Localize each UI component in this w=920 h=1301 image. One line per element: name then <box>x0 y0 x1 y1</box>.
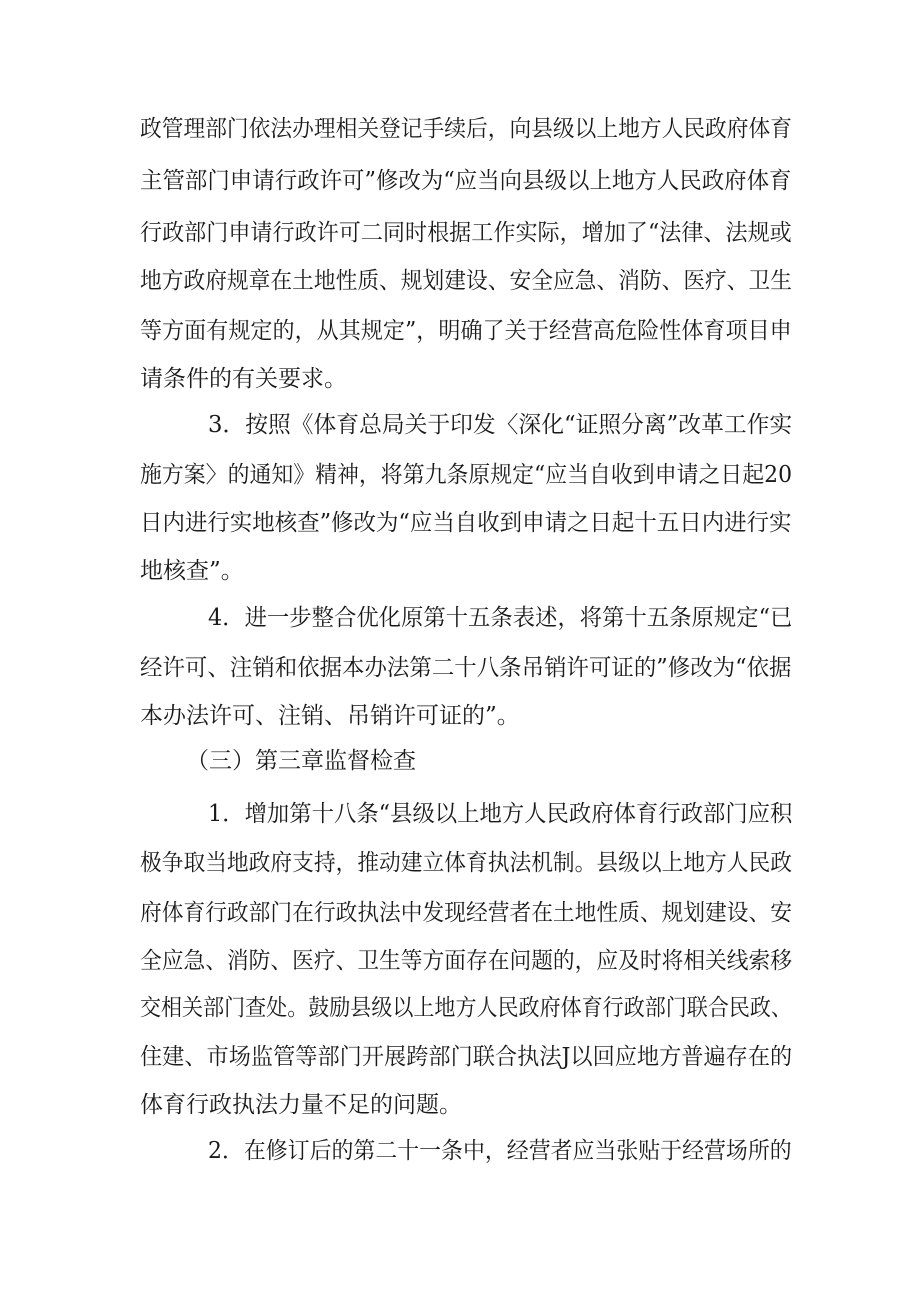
paragraph-line: 日内进行实地核查”修改为“应当自收到申请之日起十五日内进行实 <box>140 510 792 536</box>
paragraph-line: 全应急、消防、医疗、卫生等方面存在问题的，应及时将相关线索移 <box>140 948 792 974</box>
paragraph-line: 经许可、注销和依据本办法第二十八条吊销许可证的”修改为“依据 <box>140 655 792 681</box>
paragraph-line: 府体育行政部门在行政执法中发现经营者在土地性质、规划建设、安 <box>140 900 792 926</box>
paragraph-line: 本办法许可、注销、吊销许可证的”。 <box>140 703 520 729</box>
paragraph-line: 极争取当地政府支持，推动建立体育执法机制。县级以上地方人民政 <box>140 850 792 876</box>
paragraph-line: 住建、市场监管等部门开展跨部门联合执法J以回应地方普遍存在的 <box>140 1044 793 1070</box>
paragraph-line: 政管理部门依法办理相关登记手续后，向县级以上地方人民政府体育 <box>140 116 792 142</box>
paragraph-line: 体育行政执法力量不足的问题。 <box>140 1092 462 1118</box>
numbered-item-4: 4．进一步整合优化原第十五条表述，将第十五条原规定“已 <box>208 605 793 631</box>
paragraph-line: 请条件的有关要求。 <box>140 366 347 392</box>
numbered-item-3: 3．按照《体育总局关于印发〈深化“证照分离”改革工作实 <box>208 412 793 438</box>
paragraph-line: 地核查”。 <box>140 558 244 584</box>
numbered-item-1: 1．增加第十八条“县级以上地方人民政府体育行政部门应积 <box>208 801 793 827</box>
paragraph-line: 主管部门申请行政许可”修改为“应当向县级以上地方人民政府体育 <box>140 168 792 194</box>
section-heading: （三）第三章监督检查 <box>186 748 416 774</box>
paragraph-line: 施方案〉的通知》精神，将第九条原规定“应当自收到申请之日起20 <box>140 462 793 488</box>
paragraph-line: 行政部门申请行政许可二同时根据工作实际，增加了“法律、法规或 <box>140 220 792 246</box>
numbered-item-2: 2．在修订后的第二十一条中，经营者应当张贴于经营场所的 <box>208 1138 792 1164</box>
paragraph-line: 地方政府规章在土地性质、规划建设、安全应急、消防、医疗、卫生 <box>140 268 792 294</box>
paragraph-line: 等方面有规定的，从其规定”，明确了关于经营高危险性体育项目申 <box>140 318 792 344</box>
paragraph-line: 交相关部门查处。鼓励县级以上地方人民政府体育行政部门联合民政、 <box>140 995 792 1021</box>
